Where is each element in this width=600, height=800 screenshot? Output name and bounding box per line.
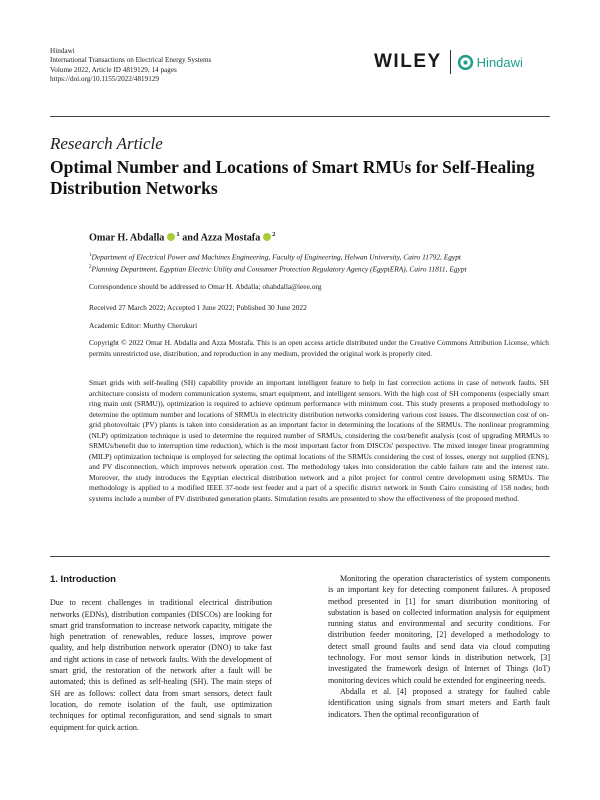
wiley-logo: WILEY (374, 51, 442, 72)
article-type: Research Article (50, 134, 163, 153)
author-joiner: and (179, 232, 201, 244)
hindawi-mark-icon (457, 54, 474, 71)
affiliation (89, 251, 467, 263)
affiliation-text: Department of Electrical Power and Machines Engineering, Faculty of Engineering, Helwan University, Cairo 11792, Egypt (91, 252, 461, 262)
section-heading: 1. Introduction (50, 574, 116, 585)
affiliation-sup: 1 (89, 253, 92, 258)
journal-metadata (50, 47, 211, 85)
author-affiliation-sup: 2 (272, 231, 276, 238)
body-column-left (50, 573, 272, 733)
abstract: Smart grids with self-healing (SH) capability provide an important intelligent feature to help in fast correction actions in case of network faults. SH architecture consists of modern communication systems, smart equipment, and intelligent sensors. With the high cost of SH components (especially smart ring main unit (SRMU)), optimization is required to achieve optimum performance with minimum cost. This study presents a proposed methodology to determine the optimum number and locations of SRMUs in electricity distribution networks considering various cost issues. The disconnection cost of on-grid photovoltaic (PV) plants is taken into consideration as an important factor in determining the locations of the SRMUs. The nonlinear programming (NLP) optimization technique is used to determine the required number of SRMUs, considering the cost/benefit analysis (cost of upgrading MRMUs to SRMUs/benefit due to interruption time reduction), which is the most important factor from DISCOs' perspective. The mixed integer linear programming (MILP) optimization technique is employed for selecting the optimal locations of the SRMUs considering the cost of losses, energy not supplied (ENS), and PV disconnection, which improves network operation cost. The methodology takes into consideration the cable failure rate and the interest rate. Moreover, the study introduces the Egyptian electrical distribution network and a pilot project for control centre development using SRMUs. The methodology is applied to a modified IEEE 37-node test feeder and a part of a specific district network in South Cairo consisting of 158 nodes; both systems include a number of PV distributed generation plants. Simulation results are presented to show the effectiveness of the proposed method. (89, 378, 549, 503)
correspondence: Correspondence should be addressed to Omar H. Abdalla; ohabdalla@ieee.org (89, 282, 322, 291)
hindawi-logo (457, 54, 523, 71)
article-title: Optimal Number and Locations of Smart RMUs for Self-Healing Distribution Networks (50, 157, 535, 198)
affiliation-sup: 2 (89, 264, 92, 270)
orcid-icon[interactable] (263, 233, 271, 241)
author-list (89, 231, 276, 243)
affiliation (89, 263, 467, 275)
journal-name: International Transactions on Electrical Energy Systems (50, 56, 212, 65)
author-name[interactable]: Azza Mostafa (200, 232, 261, 244)
paragraph: Due to recent challenges in traditional electrical distribution networks (EDNs), distribution companies (DISCOs) are looking for smart grid transformation to increase network capacity, mitigate the high penetration of renewables, reduce losses, improve power quality, and help distribution network operator (DNO) to take fast and right actions in case of network faults. With the development of smart grid, the restoration of the network after a fault will be automated; this is defined as self-healing (SH). The main steps of SH are as follows: collect data from smart sensors, detect fault location, do remote isolation of the fault, use optimization techniques for optimal reconfiguration, and send signals to smart equipment for quick action. (50, 598, 272, 732)
paragraph: Monitoring the operation characteristics of system components is an important key for detecting component failures. A proposed method presented in [1] for smart distribution monitoring of substation is based on collected information analysis for equipment running status and environmental and security conditions. For distribution feeder monitoring, [2] developed a methodology to detect small ground faults and send data via cloud computing technology. For most sensor kinds in distribution network, [3] investigated the framework design of Internet of Things (IoT) monitoring devices which could be extended for engineering needs. (328, 574, 550, 685)
publication-dates: Received 27 March 2022; Accepted 1 June 2022; Published 30 June 2022 (89, 303, 307, 312)
logo-divider (450, 50, 451, 74)
copyright-notice: Copyright © 2022 Omar H. Abdalla and Azza Mostafa. This is an open access article distributed under the Creative Commons Attribution License, which permits unrestricted use, distribution, and reproduction in any medium, provided the original work is properly cited. (89, 338, 549, 358)
doi-link[interactable]: https://doi.org/10.1155/2022/4819129 (50, 75, 160, 84)
affiliation-text: Planning Department, Egyptian Electric Utility and Consumer Protection Regulatory Agency (EgyptERA), Cairo 11811, Egypt (91, 264, 467, 274)
paragraph: Abdalla et al. [4] proposed a strategy for faulted cable identification using signals from smart meters and Earth fault indicators. Then the optimal reconfiguration of (328, 686, 550, 719)
body-column-right (328, 573, 550, 720)
publisher-name: Hindawi (50, 47, 75, 55)
academic-editor: Academic Editor: Murthy Cherukuri (89, 321, 198, 330)
volume-info: Volume 2022, Article ID 4819129, 14 pages (50, 65, 177, 74)
author-name[interactable]: Omar H. Abdalla (89, 232, 165, 244)
publisher-logos (374, 48, 523, 76)
affiliations (89, 251, 467, 275)
orcid-icon[interactable] (167, 233, 175, 241)
abstract-rule (50, 556, 550, 557)
author-affiliation-sup: 1 (176, 231, 180, 238)
header-rule (50, 116, 550, 117)
hindawi-logo-text: Hindawi (476, 54, 523, 70)
